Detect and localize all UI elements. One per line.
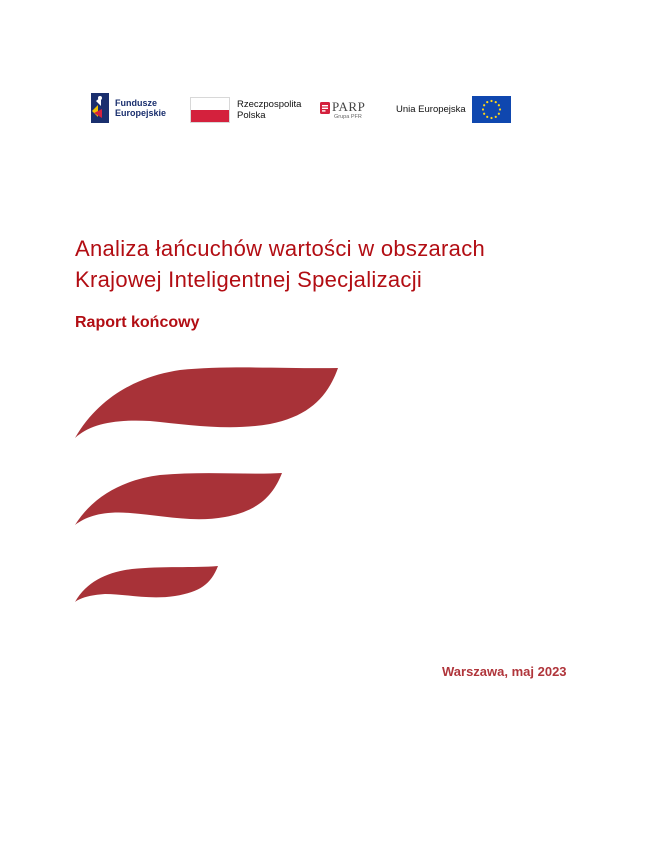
wave-graphic xyxy=(60,360,360,610)
eu-star xyxy=(498,104,500,106)
eu-star xyxy=(498,113,500,115)
fundusze-europejskie-star-icon xyxy=(89,91,111,125)
logo-bar xyxy=(0,0,651,140)
polish-flag-icon xyxy=(190,97,230,123)
fe-line2: Europejskie xyxy=(115,108,167,118)
eu-flag-icon xyxy=(472,96,511,123)
rp-line1: Rzeczpospolita xyxy=(237,99,302,110)
eu-star xyxy=(483,113,485,115)
eu-star xyxy=(482,108,484,110)
parp-sub: Grupa PFR xyxy=(334,114,362,120)
wave-middle xyxy=(75,473,282,525)
eu-star xyxy=(495,101,497,103)
wave-bottom xyxy=(75,566,218,602)
eu-star xyxy=(499,108,501,110)
eu-star xyxy=(490,117,492,119)
document-title xyxy=(75,233,595,295)
parp-name: PARP xyxy=(332,99,366,114)
rp-line2: Polska xyxy=(237,110,266,121)
fe-line1: Fundusze xyxy=(115,98,157,108)
fundusze-europejskie-text xyxy=(115,98,166,118)
parp-mark-icon xyxy=(320,102,330,114)
eu-star xyxy=(495,116,497,118)
eu-star xyxy=(486,101,488,103)
place-date: Warszawa, maj 2023 xyxy=(442,664,567,679)
eu-star xyxy=(483,104,485,106)
eu-star xyxy=(486,116,488,118)
title-line-2: Krajowej Inteligentnej Specjalizacji xyxy=(75,267,423,292)
title-line-1: Analiza łańcuchów wartości w obszarach xyxy=(75,236,486,261)
rzeczpospolita-polska-text xyxy=(237,99,301,121)
eu-star xyxy=(490,100,492,102)
unia-europejska-text: Unia Europejska xyxy=(396,104,466,115)
wave-top xyxy=(75,367,338,438)
document-subtitle: Raport końcowy xyxy=(75,314,200,331)
